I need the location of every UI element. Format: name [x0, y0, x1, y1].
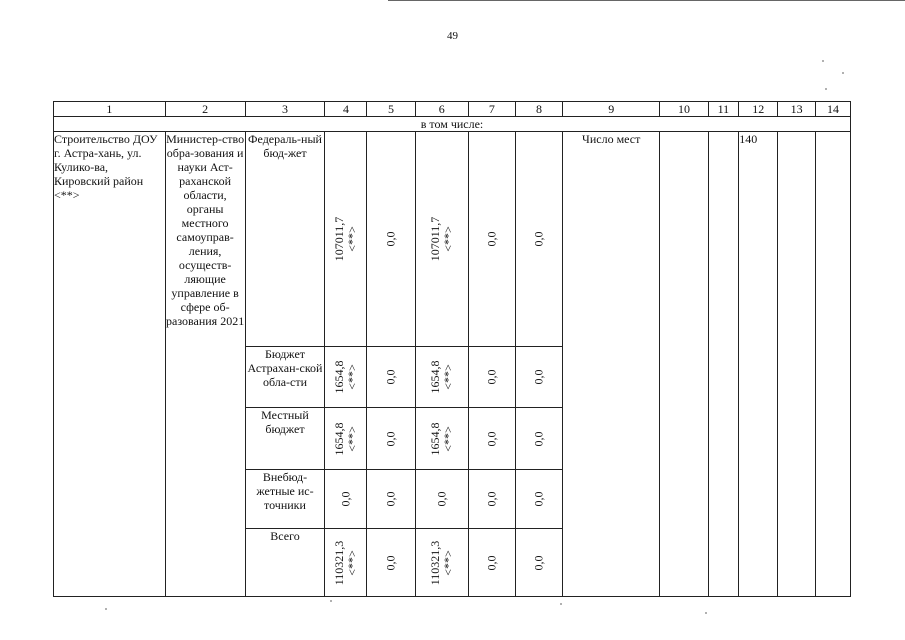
value-col8: 0,0: [515, 470, 562, 529]
value-col4: 110321,3 <**>: [325, 529, 367, 597]
col-number: 9: [563, 102, 660, 117]
col-number: 6: [415, 102, 468, 117]
source-name: Бюджет Астрахан-ской обла-сти: [245, 347, 325, 408]
value-col4: 107011,7 <**>: [325, 132, 367, 347]
value-col5: 0,0: [367, 529, 415, 597]
value-col7: 0,0: [468, 408, 515, 470]
scan-speck: [842, 72, 844, 74]
value-col4: 1654,8 <**>: [325, 408, 367, 470]
scan-speck: [822, 60, 824, 62]
executor-name: Министер-ство обра-зования и науки Аст-раханской области, органы местного самоуправ-ления, осуществ-ляющие управление в сфере об-разования 2021: [165, 132, 245, 597]
value-col8: 0,0: [515, 408, 562, 470]
value-col7: 0,0: [468, 470, 515, 529]
scan-speck: [330, 600, 332, 602]
indicator-value: 140: [739, 132, 778, 597]
value-col8: 0,0: [515, 347, 562, 408]
value-col4: 1654,8 <**>: [325, 347, 367, 408]
col-number: 1: [54, 102, 166, 117]
scan-edge-line: [388, 0, 905, 1]
budget-table: [53, 101, 851, 597]
cell-col11: [708, 132, 739, 597]
including-row: [54, 117, 851, 132]
source-name: Местный бюджет: [245, 408, 325, 470]
value-col6: 1654,8 <**>: [415, 408, 468, 470]
col-number: 13: [778, 102, 816, 117]
page-number: 49: [447, 30, 458, 42]
col-number: 11: [708, 102, 739, 117]
cell-col10: [660, 132, 708, 597]
col-number: 12: [739, 102, 778, 117]
value-col6: 0,0: [415, 470, 468, 529]
value-col5: 0,0: [367, 470, 415, 529]
col-number: 7: [468, 102, 515, 117]
cell-col13: [778, 132, 816, 597]
col-number: 2: [165, 102, 245, 117]
column-number-row: [54, 102, 851, 117]
value-col6: 110321,3 <**>: [415, 529, 468, 597]
scan-speck: [705, 612, 707, 614]
source-name: Федераль-ный бюд-жет: [245, 132, 325, 347]
including-label: в том числе:: [54, 117, 851, 132]
col-number: 4: [325, 102, 367, 117]
value-col8: 0,0: [515, 132, 562, 347]
scan-speck: [825, 88, 827, 90]
source-name: Внебюд-жетные ис-точники: [245, 470, 325, 529]
value-col8: 0,0: [515, 529, 562, 597]
value-col6: 107011,7 <**>: [415, 132, 468, 347]
col-number: 8: [515, 102, 562, 117]
col-number: 14: [816, 102, 851, 117]
value-col7: 0,0: [468, 529, 515, 597]
cell-col14: [816, 132, 851, 597]
scan-speck: [560, 603, 562, 605]
value-col7: 0,0: [468, 132, 515, 347]
col-number: 10: [660, 102, 708, 117]
value-col7: 0,0: [468, 347, 515, 408]
col-number: 3: [245, 102, 325, 117]
value-col4: 0,0: [325, 470, 367, 529]
source-name: Всего: [245, 529, 325, 597]
value-col5: 0,0: [367, 132, 415, 347]
value-col5: 0,0: [367, 347, 415, 408]
indicator-name: Число мест: [563, 132, 660, 597]
value-col5: 0,0: [367, 408, 415, 470]
col-number: 5: [367, 102, 415, 117]
object-name: Строительство ДОУ г. Астра-хань, ул. Кулико-ва, Кировский район <**>: [54, 132, 166, 597]
source-row-federal: [54, 132, 851, 347]
value-col6: 1654,8 <**>: [415, 347, 468, 408]
scan-speck: [105, 608, 107, 610]
